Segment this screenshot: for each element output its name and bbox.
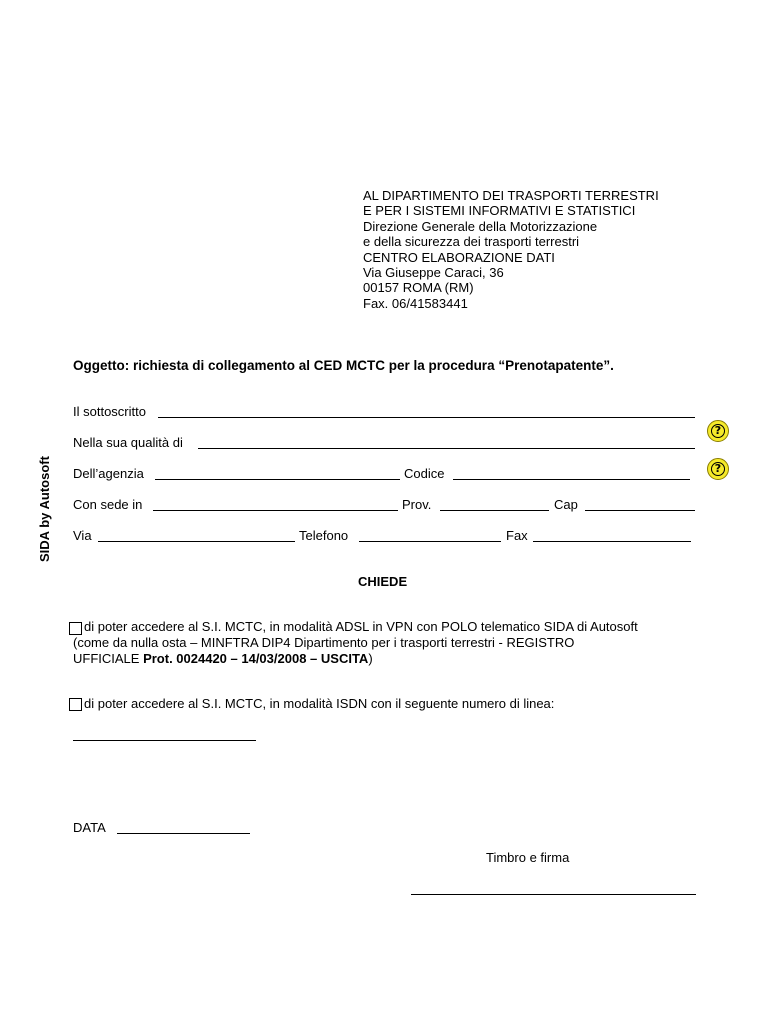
help-icon[interactable] xyxy=(707,420,729,442)
recipient-line: E PER I SISTEMI INFORMATIVI E STATISTICI xyxy=(363,203,636,219)
sottoscritto-field[interactable] xyxy=(158,417,695,418)
recipient-line: 00157 ROMA (RM) xyxy=(363,280,474,296)
date-field[interactable] xyxy=(117,833,250,834)
recipient-address xyxy=(363,188,659,311)
fax-label: Fax xyxy=(506,528,528,543)
recipient-line: AL DIPARTIMENTO DEI TRASPORTI TERRESTRI xyxy=(363,188,659,203)
codice-label: Codice xyxy=(404,466,445,481)
via-label: Via xyxy=(73,528,92,543)
telefono-label: Telefono xyxy=(299,528,349,543)
sottoscritto-label: Il sottoscritto xyxy=(73,404,146,419)
isdn-option-line: di poter accedere al S.I. MCTC, in modalità ISDN con il seguente numero di linea: xyxy=(84,696,555,711)
isdn-line-number-field[interactable] xyxy=(73,740,256,741)
agenzia-label: Dell’agenzia xyxy=(73,466,144,481)
isdn-checkbox[interactable] xyxy=(69,698,82,711)
adsl-option-line2: (come da nulla osta – MINFTRA DIP4 Dipartimento per i trasporti terrestri - REGISTRO xyxy=(73,635,575,650)
recipient-line: Fax. 06/41583441 xyxy=(363,295,468,311)
prov-field[interactable] xyxy=(440,510,549,511)
prov-label: Prov. xyxy=(402,497,432,512)
signature-field[interactable] xyxy=(411,894,696,895)
qualita-field[interactable] xyxy=(198,448,695,449)
fax-field[interactable] xyxy=(533,541,691,542)
codice-field[interactable] xyxy=(453,479,690,480)
subject-line: Oggetto: richiesta di collegamento al CED MCTC per la procedura “Prenotapatente”. xyxy=(73,358,614,373)
cap-label: Cap xyxy=(554,497,578,512)
recipient-line: Direzione Generale della Motorizzazione xyxy=(363,218,598,234)
adsl-option-close: ) xyxy=(368,651,373,666)
adsl-option-line3 xyxy=(73,651,373,667)
signature-label: Timbro e firma xyxy=(486,850,570,865)
adsl-option-text: UFFICIALE xyxy=(73,651,144,666)
question-mark-icon: ? xyxy=(711,424,725,438)
agenzia-field[interactable] xyxy=(155,479,400,480)
recipient-line: CENTRO ELABORAZIONE DATI xyxy=(363,249,555,265)
qualita-label: Nella sua qualità di xyxy=(73,435,183,450)
via-field[interactable] xyxy=(98,541,295,542)
recipient-line: e della sicurezza dei trasporti terrestri xyxy=(363,234,580,250)
cap-field[interactable] xyxy=(585,510,695,511)
protocol-reference: Prot. 0024420 – 14/03/2008 – USCITA xyxy=(143,651,369,666)
data-label: DATA xyxy=(73,820,106,835)
recipient-line: Via Giuseppe Caraci, 36 xyxy=(363,265,504,281)
sede-label: Con sede in xyxy=(73,497,143,512)
side-label: SIDA by Autosoft xyxy=(37,456,52,562)
telefono-field[interactable] xyxy=(359,541,501,542)
adsl-option-line1: di poter accedere al S.I. MCTC, in modalità ADSL in VPN con POLO telematico SIDA di Autosoft xyxy=(84,619,638,634)
help-icon[interactable] xyxy=(707,458,729,480)
chiede-heading: CHIEDE xyxy=(358,574,408,589)
question-mark-icon: ? xyxy=(711,462,725,476)
sede-field[interactable] xyxy=(153,510,398,511)
adsl-checkbox[interactable] xyxy=(69,622,82,635)
